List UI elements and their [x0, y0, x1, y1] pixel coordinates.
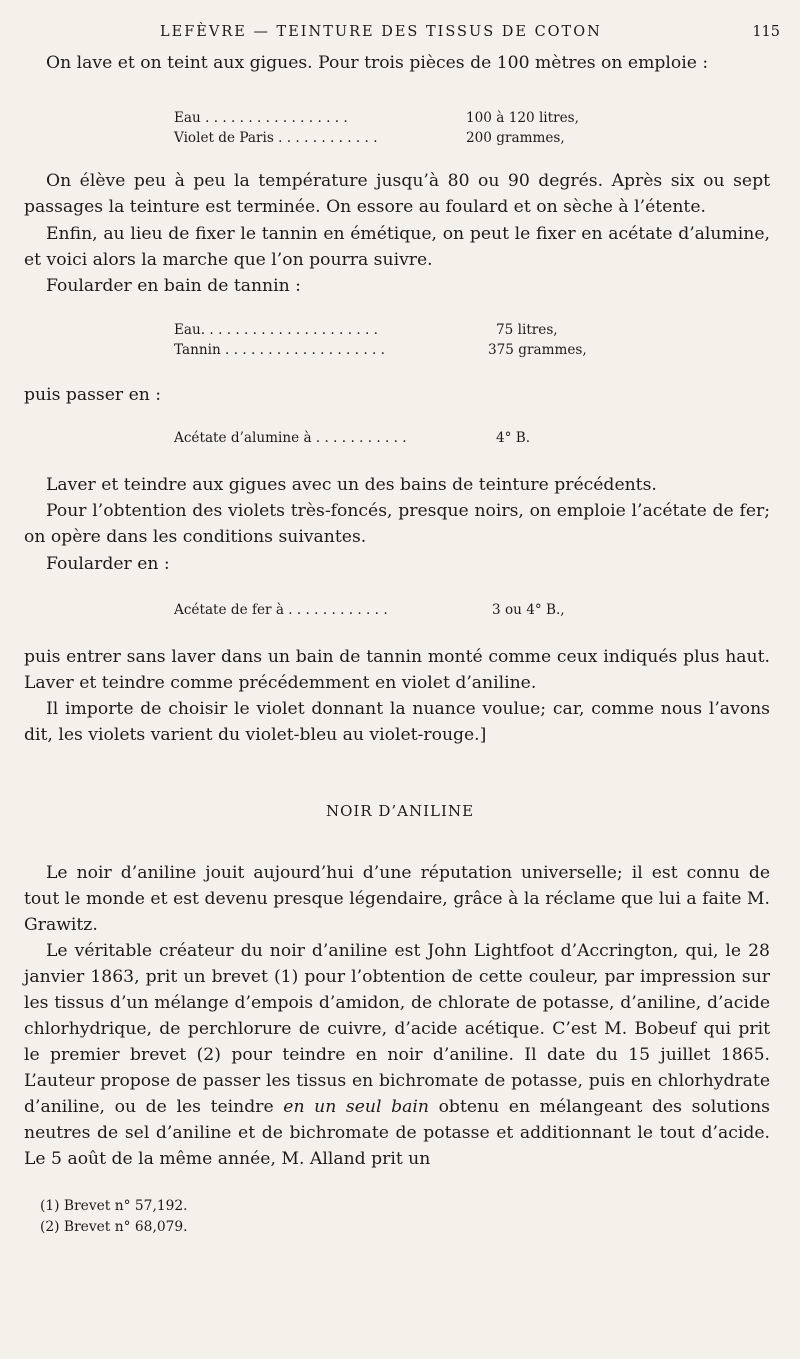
ingredient-quantity: 200 grammes,: [466, 130, 565, 146]
page-number: 115: [752, 24, 780, 40]
ingredient-quantity: 75 litres,: [496, 322, 558, 338]
paragraph-12: [24, 938, 770, 1172]
ingredient-name: Eau . . . . . . . . . . . . . . . . .: [174, 110, 348, 126]
ingredient-name: Tannin . . . . . . . . . . . . . . . . . . .: [174, 342, 385, 358]
paragraph-12-part-1: Le véritable créateur du noir d’aniline est John Lightfoot d’Accrington, qui, le 28 janvier 1863, prit un brevet (1) pour l’obtention de cette couleur, par impression sur les tissus d’un mélange d’empois d’amidon, de chlorate de potasse, d’aniline, d’acide chlorhydrique, de perchlorure de cuivre, d’acide acétique. C’est M. Bobeuf qui prit le premier brevet (2) pour teindre en noir d’aniline. Il date du 15 juillet 1865. L’auteur propose de passer les tissus en bichromate de potasse, puis en chlorhydrate d’aniline, ou de les teindre: [24, 941, 770, 1117]
paragraph-2: On élève peu à peu la température jusqu’à 80 ou 90 degrés. Après six ou sept passages la teinture est terminée. On essore au foulard et on sèche à l’étente.: [24, 171, 770, 217]
footnote-2: (2) Brevet n° 68,079.: [40, 1219, 188, 1235]
ingredient-name: Eau. . . . . . . . . . . . . . . . . . . . .: [174, 322, 378, 338]
recipe-row: [174, 600, 604, 620]
recipe-tannin-bath: [174, 320, 604, 360]
ingredient-quantity: 375 grammes,: [488, 342, 587, 358]
page-header: [40, 24, 780, 46]
paragraph-1: On lave et on teint aux gigues. Pour trois pièces de 100 mètres on emploie :: [46, 53, 709, 73]
paragraph-10: Il importe de choisir le violet donnant la nuance voulue; car, comme nous l’avons dit, les violets varient du violet-bleu au violet-rouge.]: [24, 699, 770, 745]
paragraph-5: puis passer en :: [24, 385, 162, 405]
ingredient-quantity: 4° B.: [496, 430, 531, 446]
recipe-alumina-acetate: [174, 428, 604, 448]
paragraph-4: Foularder en bain de tannin :: [46, 276, 301, 296]
paragraph-8: Foularder en :: [46, 554, 170, 574]
running-title: LEFÈVRE — TEINTURE DES TISSUS DE COTON: [160, 24, 602, 40]
recipe-row: [174, 320, 604, 340]
ingredient-name: Acétate d’alumine à . . . . . . . . . . .: [174, 430, 407, 446]
paragraph-12-part-2: obtenu en mélangeant des solutions neutres de sel d’aniline et de bichromate de potasse et additionnant le tout d’acide. Le 5 août de la même année, M. Alland prit un: [24, 1097, 770, 1169]
recipe-row: [174, 128, 604, 148]
paragraph-3: Enfin, au lieu de fixer le tannin en émétique, on peut le fixer en acétate d’alumine, et voici alors la marche que l’on pourra suivre.: [24, 224, 770, 270]
ingredient-name: Acétate de fer à . . . . . . . . . . . .: [174, 602, 388, 618]
ingredient-name: Violet de Paris . . . . . . . . . . . .: [174, 130, 378, 146]
recipe-violet-de-paris: [174, 108, 604, 148]
recipe-row: [174, 340, 604, 360]
paragraph-12-italic: en un seul bain: [283, 1097, 429, 1117]
paragraph-7: Pour l’obtention des violets très-foncés, presque noirs, on emploie l’acétate de fer; on opère dans les conditions suivantes.: [24, 501, 770, 547]
footnote-1: (1) Brevet n° 57,192.: [40, 1198, 188, 1214]
ingredient-quantity: 100 à 120 litres,: [466, 110, 579, 126]
paragraph-11: Le noir d’aniline jouit aujourd’hui d’une réputation universelle; il est connu de tout le monde et est devenu presque légendaire, grâce à la réclame que lui a faite M. Grawitz.: [24, 863, 770, 935]
recipe-iron-acetate: [174, 600, 604, 620]
paragraph-9: puis entrer sans laver dans un bain de tannin monté comme ceux indiqués plus haut. Laver et teindre comme précédemment en violet d’aniline.: [24, 647, 770, 693]
ingredient-quantity: 3 ou 4° B.,: [492, 602, 565, 618]
recipe-row: [174, 428, 604, 448]
footnotes: [40, 1196, 188, 1238]
recipe-row: [174, 108, 604, 128]
paragraph-6: Laver et teindre aux gigues avec un des bains de teinture précédents.: [46, 475, 657, 495]
section-title: NOIR D’ANILINE: [325, 802, 475, 820]
